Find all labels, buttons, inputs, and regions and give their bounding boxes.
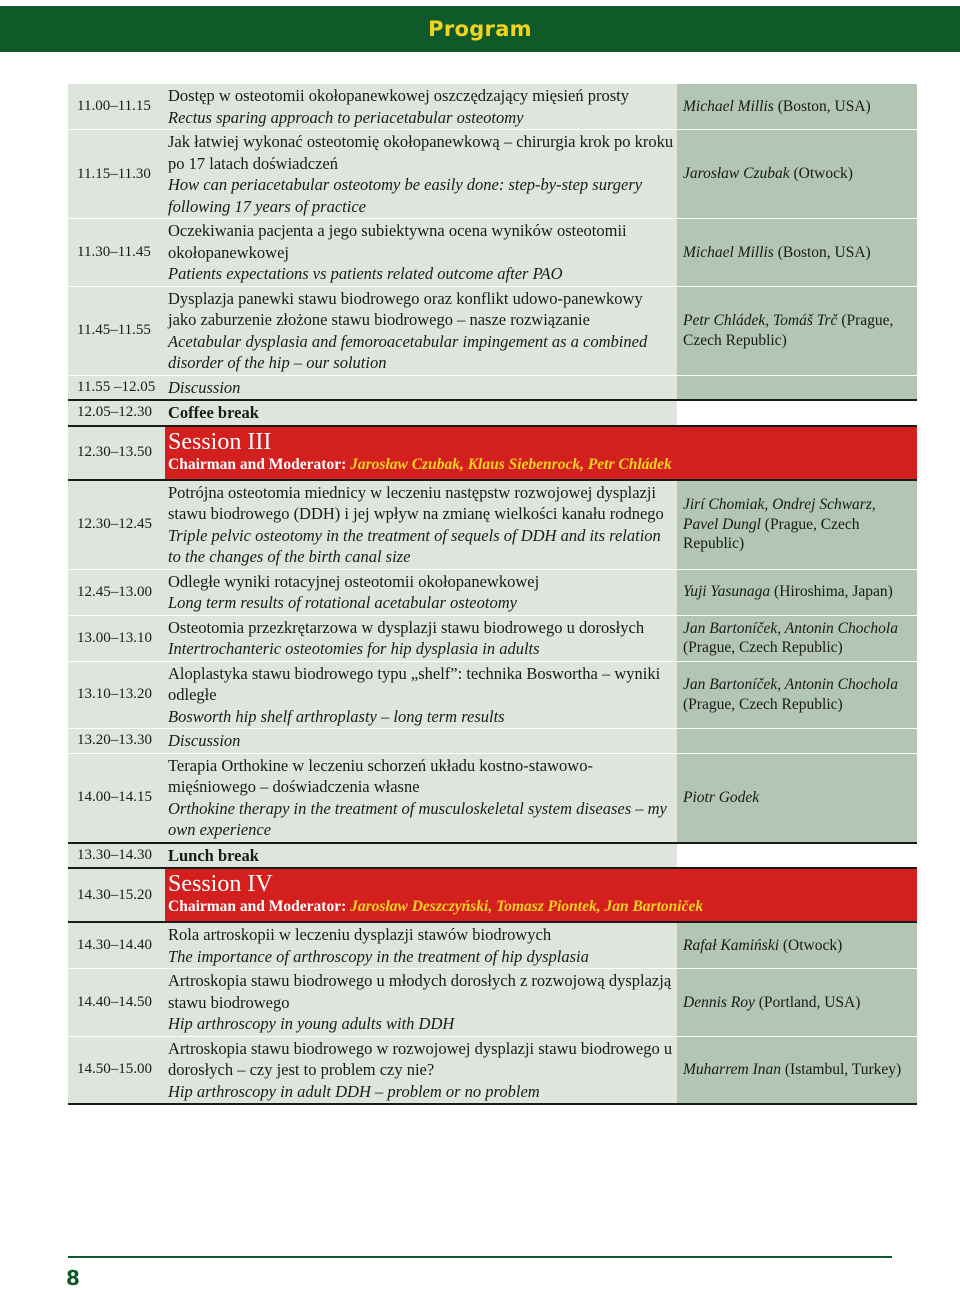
talk-title-english: Rectus sparing approach to periacetabular osteotomy	[168, 107, 524, 127]
speaker	[677, 1036, 917, 1104]
speaker	[677, 615, 917, 661]
time-slot: 14.40–14.50	[68, 969, 165, 1037]
time-slot: 13.10–13.20	[68, 661, 165, 729]
discussion-label: Discussion	[165, 375, 677, 400]
schedule-body	[68, 84, 917, 1104]
break-label: Lunch break	[165, 843, 677, 869]
session-header-row	[68, 868, 917, 922]
talk-title	[165, 922, 677, 969]
session-name: Session IV	[168, 871, 273, 897]
chair-names: Jarosław Deszczyński, Tomasz Piontek, Jan Bartoniček	[350, 898, 704, 915]
talk-title	[165, 480, 677, 570]
talk-title	[165, 1036, 677, 1104]
time-slot: 11.15–11.30	[68, 130, 165, 219]
speaker-name: Petr Chládek, Tomáš Trč	[683, 312, 838, 329]
speaker-affiliation: (Portland, USA)	[754, 993, 861, 1011]
time-slot: 11.45–11.55	[68, 286, 165, 375]
talk-title	[165, 615, 677, 661]
chair-label: Chairman and Moderator:	[168, 898, 351, 915]
speaker	[677, 480, 917, 570]
time-slot: 14.50–15.00	[68, 1036, 165, 1104]
speaker-affiliation: (Hiroshima, Japan)	[770, 583, 893, 601]
session-banner	[165, 868, 917, 922]
talk-title-english: How can periacetabular osteotomy be easily done: step-by-step surgery following 17 years of practice	[168, 175, 643, 216]
speaker-name: Michael Millis	[683, 243, 774, 261]
speaker-name: Jan Bartoníček, Antonin Chochola	[683, 676, 898, 694]
schedule-row	[68, 753, 917, 843]
speaker-affiliation: (Boston, USA)	[773, 97, 871, 115]
talk-title-polish: Jak łatwiej wykonać osteotomię okołopanewkową – chirurgia krok po kroku po 17 latach doświadczeń	[168, 132, 674, 173]
empty-speaker-cell	[677, 843, 917, 869]
schedule-row	[68, 130, 917, 219]
schedule-row	[68, 375, 917, 400]
time-slot: 12.30–13.50	[68, 426, 165, 480]
schedule-row	[68, 1036, 917, 1104]
talk-title-english: Bosworth hip shelf arthroplasty – long term results	[168, 706, 505, 726]
empty-speaker-cell	[677, 400, 917, 426]
talk-title-polish: Aloplastyka stawu biodrowego typu „shelf”: technika Boswortha – wyniki odległe	[168, 663, 661, 704]
speaker	[677, 661, 917, 729]
speaker	[677, 753, 917, 843]
speaker-name: Rafał Kamiński	[683, 936, 780, 954]
time-slot: 14.30–14.40	[68, 922, 165, 969]
schedule-row	[68, 84, 917, 130]
speaker-name: Michael Millis	[683, 97, 774, 115]
session-header-row	[68, 426, 917, 480]
talk-title-polish: Terapia Orthokine w leczeniu schorzeń układu kostno-stawowo-mięśniowego – doświadczenia własne	[168, 755, 593, 796]
schedule-row	[68, 969, 917, 1037]
speaker-affiliation: (Boston, USA)	[773, 243, 871, 261]
discussion-label: Discussion	[165, 729, 677, 754]
session-banner	[165, 426, 917, 480]
speaker	[677, 286, 917, 375]
speaker-name: Yuji Yasunaga	[683, 583, 771, 601]
talk-title-english: Orthokine therapy in the treatment of musculoskeletal system diseases – my own experience	[168, 798, 667, 839]
chair-label: Chairman and Moderator:	[168, 455, 351, 473]
time-slot: 12.05–12.30	[68, 400, 165, 426]
speaker-name: Jarosław Czubak	[683, 165, 790, 183]
talk-title	[165, 753, 677, 843]
session-chairs	[168, 897, 911, 916]
speaker-affiliation: (Otwock)	[779, 936, 843, 954]
talk-title-polish: Potrójna osteotomia miednicy w leczeniu następstw rozwojowej dysplazji stawu biodrowego (DDH) i jej wpływ na zmianę wielkości kanału rodnego	[168, 482, 664, 523]
speaker-affiliation: (Prague, Czech Republic)	[683, 695, 843, 713]
speaker	[677, 969, 917, 1037]
speaker-name: Piotr Godek	[683, 788, 760, 806]
footer-divider	[68, 1256, 892, 1258]
talk-title-polish: Dostęp w osteotomii okołopanewkowej oszczędzający mięsień prosty	[168, 86, 629, 105]
talk-title-polish: Osteotomia przezkrętarzowa w dysplazji stawu biodrowego u dorosłych	[168, 617, 645, 637]
talk-title-english: Patients expectations vs patients related outcome after PAO	[168, 264, 563, 283]
talk-title-english: The importance of arthroscopy in the treatment of hip dysplasia	[168, 946, 589, 966]
talk-title-english: Hip arthroscopy in young adults with DDH	[168, 1014, 455, 1033]
schedule-row	[68, 922, 917, 969]
speaker	[677, 84, 917, 130]
speaker	[677, 219, 917, 287]
session-chairs	[168, 455, 911, 474]
talk-title-english: Acetabular dysplasia and femoroacetabular impingement as a combined disorder of the hip – our solution	[168, 331, 648, 372]
speaker-affiliation: (Prague, Czech Republic)	[683, 639, 843, 656]
empty-speaker-cell	[677, 729, 917, 754]
talk-title-english: Hip arthroscopy in adult DDH – problem or no problem	[168, 1081, 540, 1101]
schedule-row	[68, 480, 917, 570]
time-slot: 12.45–13.00	[68, 569, 165, 615]
schedule-row	[68, 729, 917, 754]
speaker	[677, 922, 917, 969]
talk-title	[165, 569, 677, 615]
speaker-name: Muharrem Inan	[683, 1061, 782, 1078]
schedule-row	[68, 286, 917, 375]
time-slot: 13.20–13.30	[68, 729, 165, 754]
schedule-row	[68, 219, 917, 287]
talk-title-english: Long term results of rotational acetabular osteotomy	[168, 593, 517, 612]
time-slot: 12.30–12.45	[68, 480, 165, 570]
time-slot: 11.00–11.15	[68, 84, 165, 130]
speaker-affiliation: (Prague, Czech Republic)	[683, 312, 894, 349]
talk-title	[165, 661, 677, 729]
talk-title-polish: Rola artroskopii w leczeniu dysplazji stawów biodrowych	[168, 925, 552, 944]
speaker	[677, 130, 917, 219]
talk-title	[165, 969, 677, 1037]
speaker	[677, 569, 917, 615]
talk-title	[165, 84, 677, 130]
talk-title	[165, 130, 677, 219]
chair-names: Jarosław Czubak, Klaus Siebenrock, Petr Chládek	[350, 455, 672, 473]
break-label: Coffee break	[165, 400, 677, 426]
speaker-name: Jirí Chomiak, Ondrej Schwarz, Pavel Dungl	[683, 496, 876, 533]
page-title: Program	[428, 17, 532, 41]
talk-title-polish: Artroskopia stawu biodrowego u młodych dorosłych z rozwojową dysplazją stawu biodrowego	[168, 971, 672, 1012]
speaker-name: Jan Bartoníček, Antonin Chochola	[683, 619, 898, 637]
time-slot: 14.00–14.15	[68, 753, 165, 843]
talk-title	[165, 219, 677, 287]
talk-title-english: Intertrochanteric osteotomies for hip dysplasia in adults	[168, 639, 540, 658]
time-slot: 11.30–11.45	[68, 219, 165, 287]
page-number: 8	[66, 1266, 80, 1290]
talk-title-english: Triple pelvic osteotomy in the treatment of sequels of DDH and its relation to the changes of the birth canal size	[168, 525, 661, 566]
schedule-row	[68, 615, 917, 661]
break-row	[68, 843, 917, 869]
talk-title-polish: Oczekiwania pacjenta a jego subiektywna ocena wyników osteotomii okołopanewkowej	[168, 221, 627, 262]
speaker-affiliation: (Prague, Czech Republic)	[683, 515, 860, 553]
time-slot: 14.30–15.20	[68, 868, 165, 922]
schedule-row	[68, 661, 917, 729]
time-slot: 11.55 –12.05	[68, 375, 165, 400]
schedule-row	[68, 569, 917, 615]
time-slot: 13.00–13.10	[68, 615, 165, 661]
session-name: Session III	[168, 428, 272, 455]
talk-title	[165, 286, 677, 375]
program-schedule-table	[68, 84, 917, 1105]
talk-title-polish: Artroskopia stawu biodrowego w rozwojowej dysplazji stawu biodrowego u dorosłych – czy jest to problem czy nie?	[168, 1038, 673, 1079]
talk-title-polish: Odległe wyniki rotacyjnej osteotomii okołopanewkowej	[168, 571, 540, 591]
break-row	[68, 400, 917, 426]
speaker-name: Dennis Roy	[683, 993, 755, 1011]
speaker-affiliation: (Istambul, Turkey)	[781, 1061, 902, 1078]
talk-title-polish: Dysplazja panewki stawu biodrowego oraz konflikt udowo-panewkowy jako zaburzenie złożone stawu biodrowego – nasze rozwiązanie	[168, 288, 643, 329]
empty-speaker-cell	[677, 375, 917, 400]
page-header-banner	[0, 6, 960, 52]
speaker-affiliation: (Otwock)	[789, 165, 853, 183]
time-slot: 13.30–14.30	[68, 843, 165, 869]
